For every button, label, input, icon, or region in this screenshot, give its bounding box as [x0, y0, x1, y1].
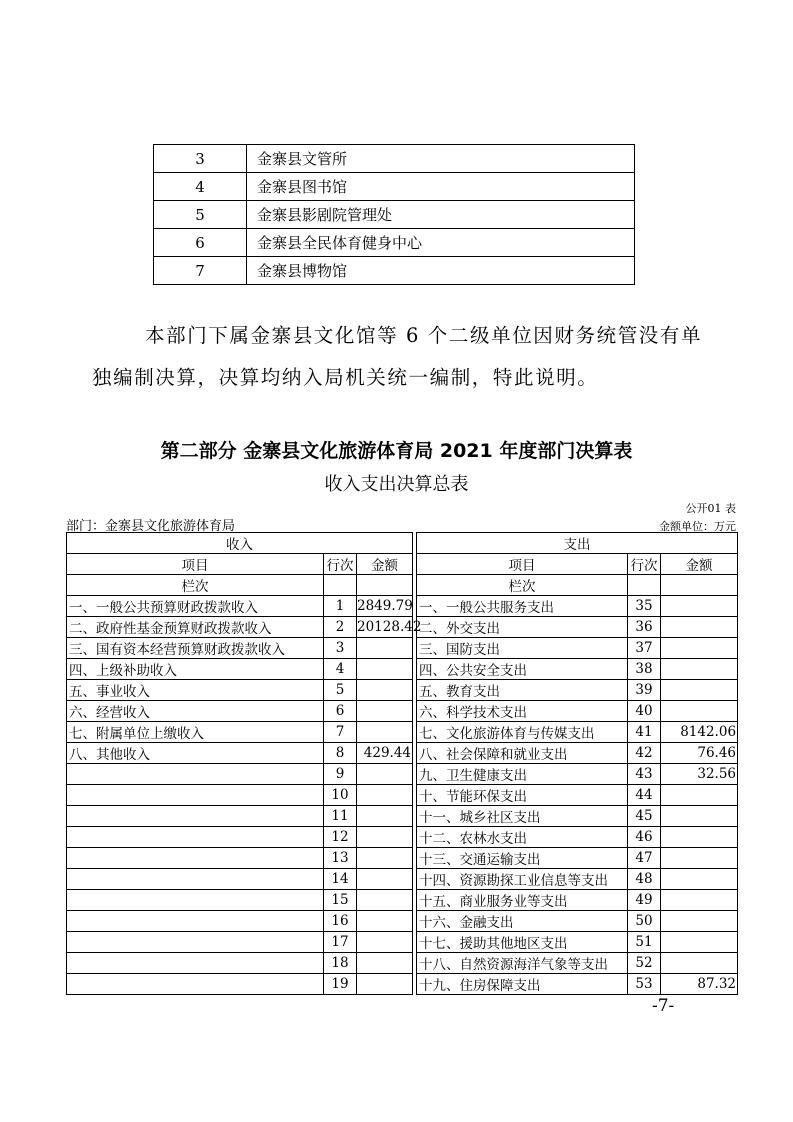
income-row-no: 17 [324, 932, 357, 953]
expense-item: 八、社会保障和就业支出 [417, 743, 628, 764]
expense-row-no: 42 [628, 743, 661, 764]
expense-item: 一、一般公共服务支出 [417, 596, 628, 617]
unit-name: 金寨县全民体育健身中心 [247, 229, 635, 257]
income-item [67, 827, 324, 848]
unit-row [154, 229, 635, 257]
table-row [67, 848, 738, 869]
table-row [67, 974, 738, 995]
expense-row-no: 46 [628, 827, 661, 848]
expense-item: 七、文化旅游体育与传媒支出 [417, 722, 628, 743]
income-amount: 2849.79 [357, 596, 413, 617]
expense-row-no: 40 [628, 701, 661, 722]
table-row [67, 701, 738, 722]
expense-amount: 87.32 [661, 974, 738, 995]
unit-name: 金寨县影剧院管理处 [247, 201, 635, 229]
table-row [67, 806, 738, 827]
expense-amount [661, 827, 738, 848]
income-row-no: 18 [324, 953, 357, 974]
income-amount [357, 785, 413, 806]
expense-row-no: 51 [628, 932, 661, 953]
expense-amount [661, 932, 738, 953]
income-amount [357, 701, 413, 722]
income-item: 三、国有资本经营预算财政拨款收入 [67, 638, 324, 659]
expense-amount: 32.56 [661, 764, 738, 785]
expense-item: 十五、商业服务业等支出 [417, 890, 628, 911]
unit-number: 7 [154, 257, 247, 285]
expense-amount [661, 953, 738, 974]
income-row-no: 7 [324, 722, 357, 743]
income-amount [357, 806, 413, 827]
income-row-no: 5 [324, 680, 357, 701]
income-row-no: 6 [324, 701, 357, 722]
table-row [67, 869, 738, 890]
expense-amount [661, 680, 738, 701]
income-amount [357, 911, 413, 932]
income-amount [357, 827, 413, 848]
income-amount [357, 974, 413, 995]
unit-name: 金寨县图书馆 [247, 173, 635, 201]
unit-row [154, 257, 635, 285]
expense-item: 六、科学技术支出 [417, 701, 628, 722]
expense-item: 五、教育支出 [417, 680, 628, 701]
income-item [67, 932, 324, 953]
income-amount [357, 638, 413, 659]
income-item: 八、其他收入 [67, 743, 324, 764]
income-item: 一、一般公共预算财政拨款收入 [67, 596, 324, 617]
expense-row-no: 35 [628, 596, 661, 617]
income-amount [357, 932, 413, 953]
income-row-no: 16 [324, 911, 357, 932]
table-row [67, 890, 738, 911]
expense-item: 二、外交支出 [417, 617, 628, 638]
table-row [67, 785, 738, 806]
income-item: 七、附属单位上缴收入 [67, 722, 324, 743]
expense-item: 十四、资源勘探工业信息等支出 [417, 869, 628, 890]
section-title: 第二部分 金寨县文化旅游体育局 2021 年度部门决算表 [160, 440, 633, 462]
note-line-1: 本部门下属金寨县文化馆等 6 个二级单位因财务统管没有单 [145, 324, 703, 347]
expense-amount [661, 785, 738, 806]
unit-number: 6 [154, 229, 247, 257]
income-row-no: 3 [324, 638, 357, 659]
expense-row-no: 45 [628, 806, 661, 827]
income-row-no: 9 [324, 764, 357, 785]
income-amount [357, 764, 413, 785]
expense-item: 十八、自然资源海洋气象等支出 [417, 953, 628, 974]
income-amount: 20128.42 [357, 617, 413, 638]
table-row [67, 827, 738, 848]
expense-amount: 76.46 [661, 743, 738, 764]
income-item [67, 764, 324, 785]
empty-cell [357, 575, 413, 596]
unit-row [154, 173, 635, 201]
table-row [67, 596, 738, 617]
table-row [67, 659, 738, 680]
page-number: -7- [652, 996, 675, 1016]
income-amount [357, 890, 413, 911]
expense-amount [661, 638, 738, 659]
expense-row-no: 49 [628, 890, 661, 911]
income-row-no: 14 [324, 869, 357, 890]
income-item: 五、事业收入 [67, 680, 324, 701]
income-item-header: 项目 [67, 554, 324, 575]
income-row-no: 4 [324, 659, 357, 680]
form-code: 公开01 表 [685, 502, 736, 515]
unit-table [153, 144, 635, 285]
amount-unit-label: 金额单位：万元 [659, 520, 736, 533]
income-amount: 429.44 [357, 743, 413, 764]
expense-item: 十九、住房保障支出 [417, 974, 628, 995]
table-row [67, 638, 738, 659]
income-item [67, 785, 324, 806]
expense-amount [661, 659, 738, 680]
income-item [67, 848, 324, 869]
expense-item: 九、卫生健康支出 [417, 764, 628, 785]
table-row [67, 953, 738, 974]
income-item [67, 869, 324, 890]
expense-item: 十二、农林水支出 [417, 827, 628, 848]
empty-cell [628, 575, 661, 596]
unit-row [154, 145, 635, 173]
income-row-no: 1 [324, 596, 357, 617]
table-row [67, 764, 738, 785]
income-item: 六、经营收入 [67, 701, 324, 722]
unit-name: 金寨县博物馆 [247, 257, 635, 285]
income-row-no: 10 [324, 785, 357, 806]
expense-row-no: 48 [628, 869, 661, 890]
expense-amount: 8142.06 [661, 722, 738, 743]
expense-row-no: 38 [628, 659, 661, 680]
table-row [67, 743, 738, 764]
expense-row-no: 39 [628, 680, 661, 701]
expense-amount [661, 617, 738, 638]
expense-row-no: 52 [628, 953, 661, 974]
income-item: 二、政府性基金预算财政拨款收入 [67, 617, 324, 638]
expense-item: 十三、交通运输支出 [417, 848, 628, 869]
table-body [67, 596, 738, 995]
expense-row-no: 44 [628, 785, 661, 806]
expense-row-no: 47 [628, 848, 661, 869]
expense-row-no: 41 [628, 722, 661, 743]
expense-amount-header: 金额 [661, 554, 738, 575]
table-row [67, 680, 738, 701]
income-amount [357, 659, 413, 680]
expense-row-no: 36 [628, 617, 661, 638]
table-header [67, 533, 738, 596]
income-item [67, 974, 324, 995]
expense-header: 支出 [417, 533, 738, 554]
expense-item: 十、节能环保支出 [417, 785, 628, 806]
income-row-no: 11 [324, 806, 357, 827]
table-row [67, 617, 738, 638]
income-amount [357, 722, 413, 743]
expense-item: 三、国防支出 [417, 638, 628, 659]
income-item [67, 953, 324, 974]
table-row [67, 911, 738, 932]
income-row-no-header: 行次 [324, 554, 357, 575]
expense-amount [661, 869, 738, 890]
income-row-no: 19 [324, 974, 357, 995]
income-column-label: 栏次 [67, 575, 324, 596]
unit-name: 金寨县文管所 [247, 145, 635, 173]
income-expense-table [66, 532, 738, 995]
income-row-no: 8 [324, 743, 357, 764]
department-label: 部门：金寨县文化旅游体育局 [66, 519, 236, 534]
unit-number: 5 [154, 201, 247, 229]
unit-row [154, 201, 635, 229]
income-amount-header: 金额 [357, 554, 413, 575]
income-amount [357, 680, 413, 701]
income-header: 收入 [67, 533, 413, 554]
income-item [67, 806, 324, 827]
expense-row-no: 37 [628, 638, 661, 659]
expense-row-no: 53 [628, 974, 661, 995]
unit-number: 3 [154, 145, 247, 173]
expense-column-label: 栏次 [417, 575, 628, 596]
table-title: 收入支出决算总表 [324, 474, 469, 495]
income-row-no: 15 [324, 890, 357, 911]
income-amount [357, 953, 413, 974]
note-line-2: 独编制决算，决算均纳入局机关统一编制，特此说明。 [92, 366, 599, 389]
expense-amount [661, 848, 738, 869]
unit-number: 4 [154, 173, 247, 201]
income-row-no: 2 [324, 617, 357, 638]
income-item [67, 911, 324, 932]
header-row-columns [67, 554, 738, 575]
expense-item: 十一、城乡社区支出 [417, 806, 628, 827]
expense-amount [661, 890, 738, 911]
empty-cell [324, 575, 357, 596]
table-row [67, 932, 738, 953]
expense-amount [661, 596, 738, 617]
income-amount [357, 848, 413, 869]
header-row-groups [67, 533, 738, 554]
expense-amount [661, 806, 738, 827]
table-row [67, 722, 738, 743]
expense-row-no: 43 [628, 764, 661, 785]
expense-amount [661, 911, 738, 932]
income-item: 四、上级补助收入 [67, 659, 324, 680]
expense-row-no: 50 [628, 911, 661, 932]
header-row-column-label [67, 575, 738, 596]
expense-row-no-header: 行次 [628, 554, 661, 575]
empty-cell [661, 575, 738, 596]
expense-item: 十六、金融支出 [417, 911, 628, 932]
expense-item: 四、公共安全支出 [417, 659, 628, 680]
income-item [67, 890, 324, 911]
income-amount [357, 869, 413, 890]
expense-amount [661, 701, 738, 722]
expense-item: 十七、援助其他地区支出 [417, 932, 628, 953]
unit-table-body [154, 145, 635, 285]
expense-item-header: 项目 [417, 554, 628, 575]
income-row-no: 12 [324, 827, 357, 848]
income-row-no: 13 [324, 848, 357, 869]
